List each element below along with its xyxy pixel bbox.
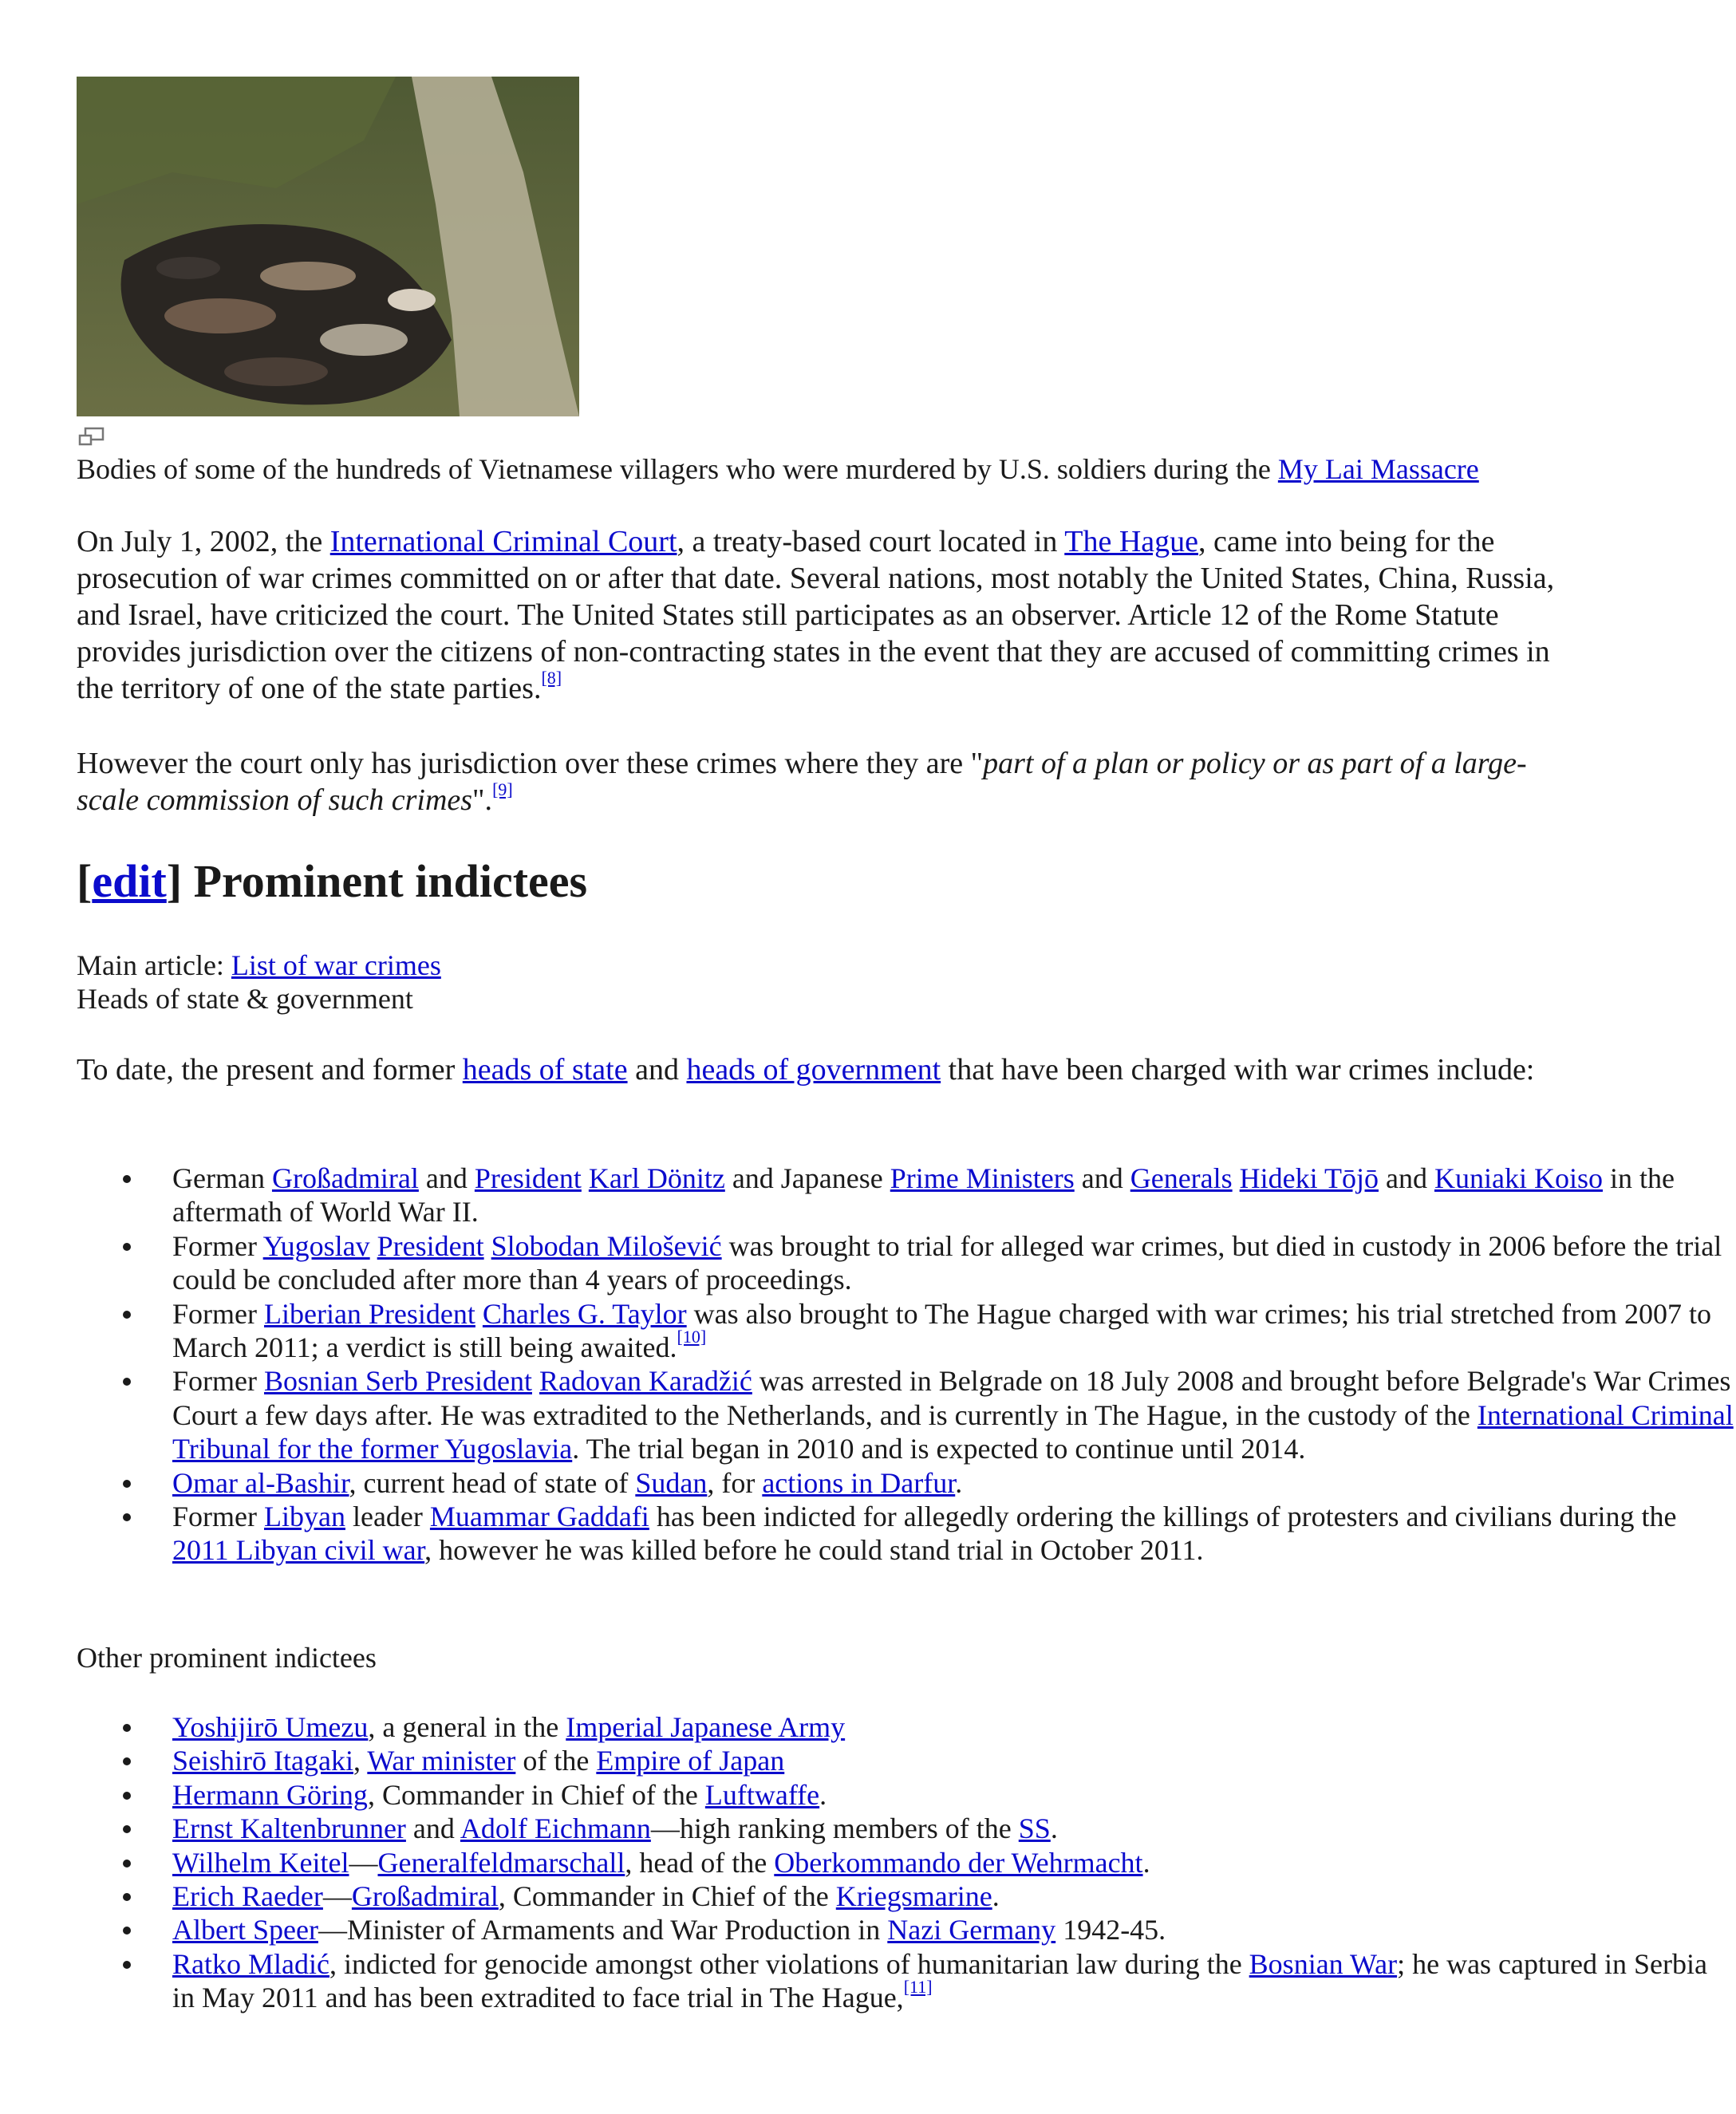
my-lai-massacre-link[interactable]: My Lai Massacre: [1277, 453, 1479, 485]
ernst-kaltenbrunner-link[interactable]: Ernst Kaltenbrunner: [172, 1812, 406, 1845]
list-item: Former Bosnian Serb President Radovan Karadžić was arrested in Belgrade on 18 July 2008 and brought before Belgrade's War Crimes Court a few days after. He was extradited to the Netherlands, and is currently in The Hague, in the custody of the International Criminal Tribunal for the former Yugoslavia. The trial began in 2010 and is expected to continue until 2014.: [172, 1364, 1736, 1465]
liberian-president-link[interactable]: Liberian President: [263, 1297, 475, 1330]
hideki-tojo-link[interactable]: Hideki Tōjō: [1239, 1162, 1379, 1194]
other-indictees-subheading: Other prominent indictees: [77, 1642, 377, 1674]
radovan-karadzic-link[interactable]: Radovan Karadžić: [539, 1365, 752, 1398]
generalfeldmarschall-link[interactable]: Generalfeldmarschall: [377, 1846, 625, 1879]
section-title: Prominent indictees: [193, 855, 588, 907]
other-indictees-list: [0, 1710, 1736, 2015]
reference-10-link[interactable]: [10]: [677, 1327, 707, 1347]
quoted-text: part of a plan or policy or as part of a large-scale commission of such crimes: [77, 747, 1527, 817]
list-of-war-crimes-link[interactable]: List of war crimes: [231, 949, 441, 981]
president-link[interactable]: President: [474, 1162, 582, 1194]
edit-section-link[interactable]: edit: [92, 855, 167, 907]
ratko-mladic-link[interactable]: Ratko Mladić: [172, 1947, 329, 1980]
prime-ministers-link[interactable]: Prime Ministers: [890, 1162, 1075, 1194]
hermann-goering-link[interactable]: Hermann Göring: [172, 1778, 368, 1811]
list-item: Former Yugoslav President Slobodan Milošević was brought to trial for alleged war crimes, but died in custody in 2006 before the trial could be concluded after more than 4 years of proceedings.: [172, 1229, 1736, 1297]
list-item: Ratko Mladić, indicted for genocide amongst other violations of humanitarian law during the Bosnian War; he was captured in Serbia in May 2011 and has been extradited to face trial in The Hague,[11]: [172, 1947, 1736, 2015]
main-article-note: Main article: List of war crimes: [77, 949, 441, 981]
list-item: Erich Raeder—Großadmiral, Commander in Chief of the Kriegsmarine.: [172, 1879, 1736, 1913]
list-item: Seishirō Itagaki, War minister of the Empire of Japan: [172, 1744, 1736, 1777]
war-minister-link[interactable]: War minister: [367, 1745, 516, 1777]
slobodan-milosevic-link[interactable]: Slobodan Milošević: [491, 1229, 722, 1262]
list-item: Yoshijirō Umezu, a general in the Imperial Japanese Army: [172, 1710, 1736, 1744]
adolf-eichmann-link[interactable]: Adolf Eichmann: [460, 1812, 651, 1845]
seishiro-itagaki-link[interactable]: Seishirō Itagaki: [172, 1745, 353, 1777]
ss-link[interactable]: SS: [1018, 1812, 1051, 1845]
luftwaffe-link[interactable]: Luftwaffe: [704, 1778, 820, 1811]
enlarge-icon[interactable]: [78, 427, 105, 448]
albert-speer-link[interactable]: Albert Speer: [172, 1914, 318, 1946]
empire-of-japan-link[interactable]: Empire of Japan: [596, 1745, 785, 1777]
international-criminal-court-link[interactable]: International Criminal Court: [329, 525, 677, 558]
libyan-link[interactable]: Libyan: [263, 1501, 345, 1533]
president-link[interactable]: President: [377, 1229, 484, 1262]
oberkommando-der-wehrmacht-link[interactable]: Oberkommando der Wehrmacht: [774, 1846, 1143, 1879]
list-item: Former Libyan leader Muammar Gaddafi has been indicted for allegedly ordering the killings of protesters and civilians during the 2011 Libyan civil war, however he was killed before he could stand trial in October 2011.: [172, 1500, 1736, 1568]
muammar-gaddafi-link[interactable]: Muammar Gaddafi: [429, 1501, 649, 1533]
libyan-civil-war-link[interactable]: 2011 Libyan civil war: [172, 1534, 425, 1567]
photo-illustration: [77, 77, 579, 416]
jurisdiction-paragraph: However the court only has jurisdiction over these crimes where they are "part of a plan or policy or as part of a large-scale commission of such crimes".[9]: [77, 747, 1527, 817]
reference-8-link[interactable]: [8]: [541, 668, 562, 688]
nazi-germany-link[interactable]: Nazi Germany: [887, 1914, 1056, 1946]
list-item: German Großadmiral and President Karl Dönitz and Japanese Prime Ministers and Generals Hideki Tōjō and Kuniaki Koiso in the aftermath of World War II.: [172, 1162, 1736, 1229]
reference-11-link[interactable]: [11]: [903, 1977, 933, 1998]
heads-of-government-link[interactable]: heads of government: [686, 1053, 941, 1087]
bosnian-war-link[interactable]: Bosnian War: [1249, 1947, 1398, 1980]
icty-link[interactable]: International Criminal Tribunal for the former Yugoslavia: [172, 1398, 1734, 1465]
generals-link[interactable]: Generals: [1130, 1162, 1233, 1194]
omar-al-bashir-link[interactable]: Omar al-Bashir: [172, 1466, 349, 1499]
list-item: Former Liberian President Charles G. Taylor was also brought to The Hague charged with war crimes; his trial stretched from 2007 to March 2011; a verdict is still being awaited.[10]: [172, 1297, 1736, 1365]
massacre-photo[interactable]: [77, 77, 579, 416]
karl-doenitz-link[interactable]: Karl Dönitz: [588, 1162, 725, 1194]
reference-9-link[interactable]: [9]: [492, 779, 513, 799]
heads-subheading: Heads of state & government: [77, 983, 413, 1015]
image-caption: [77, 451, 1576, 487]
heads-of-state-list: [0, 1162, 1736, 1568]
grossadmiral-link[interactable]: Großadmiral: [351, 1880, 499, 1913]
heads-intro-paragraph: To date, the present and former heads of state and heads of government that have been charged with war crimes include:: [77, 1053, 1535, 1087]
the-hague-link[interactable]: The Hague: [1064, 525, 1198, 558]
grossadmiral-link[interactable]: Großadmiral: [271, 1162, 419, 1194]
erich-raeder-link[interactable]: Erich Raeder: [172, 1880, 323, 1913]
list-item: Ernst Kaltenbrunner and Adolf Eichmann—high ranking members of the SS.: [172, 1812, 1736, 1845]
yugoslav-link[interactable]: Yugoslav: [262, 1229, 370, 1262]
actions-in-darfur-link[interactable]: actions in Darfur: [762, 1466, 956, 1499]
bosnian-serb-president-link[interactable]: Bosnian Serb President: [263, 1365, 532, 1398]
imperial-japanese-army-link[interactable]: Imperial Japanese Army: [566, 1711, 846, 1743]
list-item: Hermann Göring, Commander in Chief of the Luftwaffe.: [172, 1778, 1736, 1812]
icc-paragraph: On July 1, 2002, the International Criminal Court, a treaty-based court located in The Hague, came into being for the prosecution of war crimes committed on or after that date. Several nations, most notably the United States, China, Russia, and Israel, have criticized the court. The United States still participates as an observer. Article 12 of the Rome Statute provides jurisdiction over the citizens of non-contracting states in the event that they are accused of committing crimes in the territory of one of the state parties.[8]: [77, 525, 1555, 705]
kuniaki-koiso-link[interactable]: Kuniaki Koiso: [1434, 1162, 1603, 1194]
list-item: Albert Speer—Minister of Armaments and War Production in Nazi Germany 1942-45.: [172, 1913, 1736, 1946]
charles-taylor-link[interactable]: Charles G. Taylor: [482, 1297, 687, 1330]
kriegsmarine-link[interactable]: Kriegsmarine: [835, 1880, 992, 1913]
heads-of-state-link[interactable]: heads of state: [462, 1053, 628, 1087]
list-item: Omar al-Bashir, current head of state of Sudan, for actions in Darfur.: [172, 1466, 1736, 1500]
caption-text: Bodies of some of the hundreds of Vietnamese villagers who were murdered by U.S. soldiers during the: [77, 453, 1278, 485]
yoshijiro-umezu-link[interactable]: Yoshijirō Umezu: [172, 1711, 369, 1743]
sudan-link[interactable]: Sudan: [635, 1466, 708, 1499]
list-item: Wilhelm Keitel—Generalfeldmarschall, head of the Oberkommando der Wehrmacht.: [172, 1846, 1736, 1879]
wilhelm-keitel-link[interactable]: Wilhelm Keitel: [172, 1846, 349, 1879]
section-heading: [edit] Prominent indictees: [77, 855, 588, 907]
